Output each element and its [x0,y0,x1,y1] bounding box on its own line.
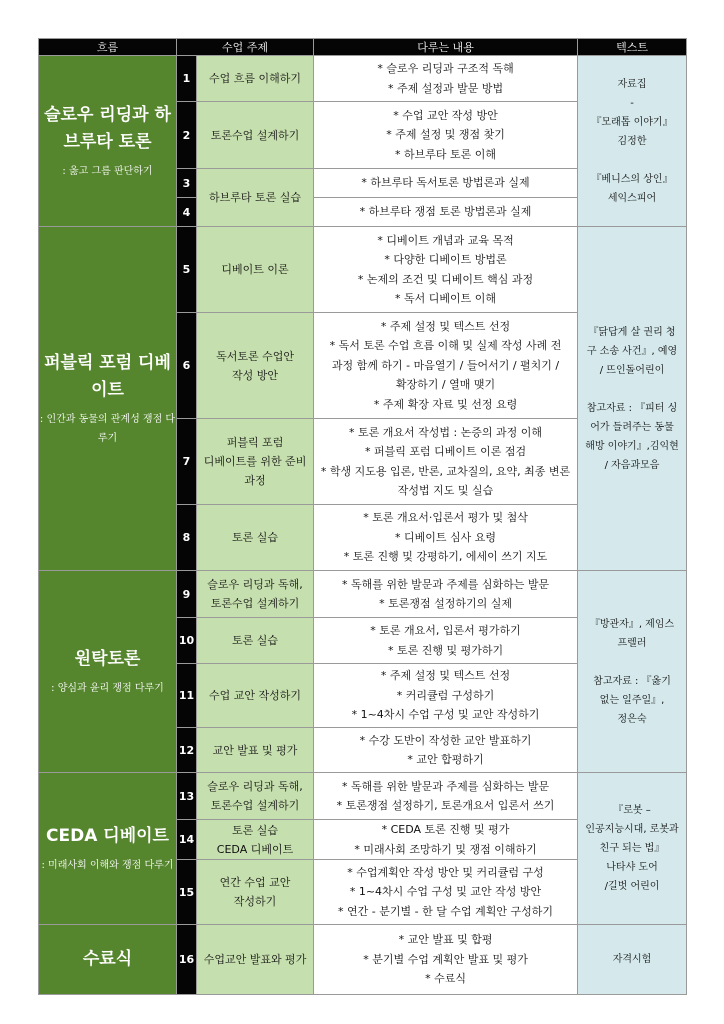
session-content: * 슬로우 리딩과 구조적 독해 * 주제 설정과 발문 방법 [314,56,578,102]
session-content: * 주제 설정 및 텍스트 선정 * 커리큘럼 구성하기 * 1~4차시 수업 구성 및 교안 작성하기 [314,664,578,728]
session-number: 8 [177,505,197,571]
session-content: * 수업 교안 작성 방안 * 주제 설정 및 쟁점 찾기 * 하브루타 토론 이해 [314,102,578,169]
session-number: 4 [177,198,197,227]
session-topic: 토론 실습 CEDA 디베이트 [197,820,314,860]
session-content: * 주제 설정 및 텍스트 선정 * 독서 토론 수업 흐름 이해 및 실제 작성 사례 전 과정 함께 하기 - 마음열기 / 들어서기 / 펼치기 / 확장하기 / 열매 맺기 * 주제 확장 자료 및 선정 요령 [314,313,578,419]
text-cell: 자격시험 [578,925,687,995]
session-number: 7 [177,419,197,505]
flow-subtitle: : 미래사회 이해와 쟁점 다루기 [41,859,174,871]
session-topic: 토론수업 설계하기 [197,102,314,169]
session-number: 2 [177,102,197,169]
text-cell: 자료집 - 『모래톱 이야기』 김정한 『베니스의 상인』 세익스피어 [578,56,687,227]
session-number: 5 [177,227,197,313]
session-topic: 수업교안 발표와 평가 [197,925,314,995]
flow-title: 슬로우 리딩과 하브루타 토론 [44,104,171,152]
session-topic: 퍼블릭 포럼 디베이트를 위한 준비 과정 [197,419,314,505]
flow-cell [39,571,177,773]
header-content: 다루는 내용 [314,39,578,56]
session-number: 16 [177,925,197,995]
flow-cell [39,773,177,925]
header-row [39,39,687,56]
flow-title: CEDA 디베이트 [46,825,169,846]
session-number: 11 [177,664,197,728]
session-content: * 하브루타 쟁점 토론 방법론과 실제 [314,198,578,227]
curriculum-table [38,38,687,995]
flow-title: 수료식 [82,949,133,969]
session-number: 10 [177,618,197,664]
text-cell: 『로봇 – 인공지능시대, 로봇과 친구 되는 법』 나타샤 도어 /길벗 어린이 [578,773,687,925]
session-content: * 토론 개요서, 입론서 평가하기 * 토론 진행 및 평가하기 [314,618,578,664]
session-number: 6 [177,313,197,419]
session-topic: 수업 흐름 이해하기 [197,56,314,102]
session-content: * 교안 발표 및 합평 * 분기별 수업 계획안 발표 및 평가 * 수료식 [314,925,578,995]
session-number: 1 [177,56,197,102]
session-topic: 수업 교안 작성하기 [197,664,314,728]
session-topic: 교안 발표 및 평가 [197,728,314,773]
session-content: * 토론 개요서 작성법 : 논증의 과정 이해 * 퍼블릭 포럼 디베이트 이론 점검 * 학생 지도용 입론, 반론, 교차질의, 요약, 최종 변론 작성법 지도 및 실습 [314,419,578,505]
text-cell: 『닭답게 살 권리 청 구 소송 사건』, 예영 / 뜨인돌어린이 참고자료 : 『피터 싱 어가 들려주는 동물 해방 이야기』,김익현 / 자음과모음 [578,227,687,571]
session-number: 13 [177,773,197,820]
session-number: 15 [177,860,197,925]
session-content: * CEDA 토론 진행 및 평가 * 미래사회 조망하기 및 쟁점 이해하기 [314,820,578,860]
session-number: 12 [177,728,197,773]
session-content: * 독해를 위한 발문과 주제를 심화하는 발문 * 토론쟁점 설정하기, 토론개요서 입론서 쓰기 [314,773,578,820]
text-cell: 『방관자』, 제임스 프렐러 참고자료 : 『옳기 없는 일주일』, 정은숙 [578,571,687,773]
session-topic: 슬로우 리딩과 독해, 토론수업 설계하기 [197,571,314,618]
session-topic: 독서토론 수업안 작성 방안 [197,313,314,419]
session-topic: 슬로우 리딩과 독해, 토론수업 설계하기 [197,773,314,820]
flow-title: 원탁토론 [74,648,141,669]
flow-cell [39,227,177,571]
session-number: 14 [177,820,197,860]
header-text: 텍스트 [578,39,687,56]
session-topic: 연간 수업 교안 작성하기 [197,860,314,925]
session-topic: 토론 실습 [197,618,314,664]
session-topic: 디베이트 이론 [197,227,314,313]
flow-cell [39,56,177,227]
session-content: * 하브루타 독서토론 방법론과 실제 [314,169,578,198]
flow-subtitle: : 옳고 그름 판단하기 [62,165,153,177]
header-flow: 흐름 [39,39,177,56]
session-content: * 독해를 위한 발문과 주제를 심화하는 발문 * 토론쟁점 설정하기의 실제 [314,571,578,618]
session-topic: 토론 실습 [197,505,314,571]
session-content: * 디베이트 개념과 교육 목적 * 다양한 디베이트 방법론 * 논제의 조건 및 디베이트 핵심 과정 * 독서 디베이트 이해 [314,227,578,313]
session-number: 3 [177,169,197,198]
session-content: * 토론 개요서·입론서 평가 및 첨삭 * 디베이트 심사 요령 * 토론 진행 및 강평하기, 에세이 쓰기 지도 [314,505,578,571]
flow-cell [39,925,177,995]
flow-title: 퍼블릭 포럼 디베이트 [44,352,171,400]
session-content: * 수업계획안 작성 방안 및 커리큘럼 구성 * 1~4차시 수업 구성 및 교안 작성 방안 * 연간 - 분기별 - 한 달 수업 계획안 구성하기 [314,860,578,925]
flow-subtitle: : 인간과 동물의 관계성 쟁점 다루기 [39,413,176,444]
session-topic: 하브루타 토론 실습 [197,169,314,227]
session-content: * 수강 도반이 작성한 교안 발표하기 * 교안 합평하기 [314,728,578,773]
session-number: 9 [177,571,197,618]
flow-subtitle: : 양심과 윤리 쟁점 다루기 [51,682,164,694]
header-topic: 수업 주제 [177,39,314,56]
